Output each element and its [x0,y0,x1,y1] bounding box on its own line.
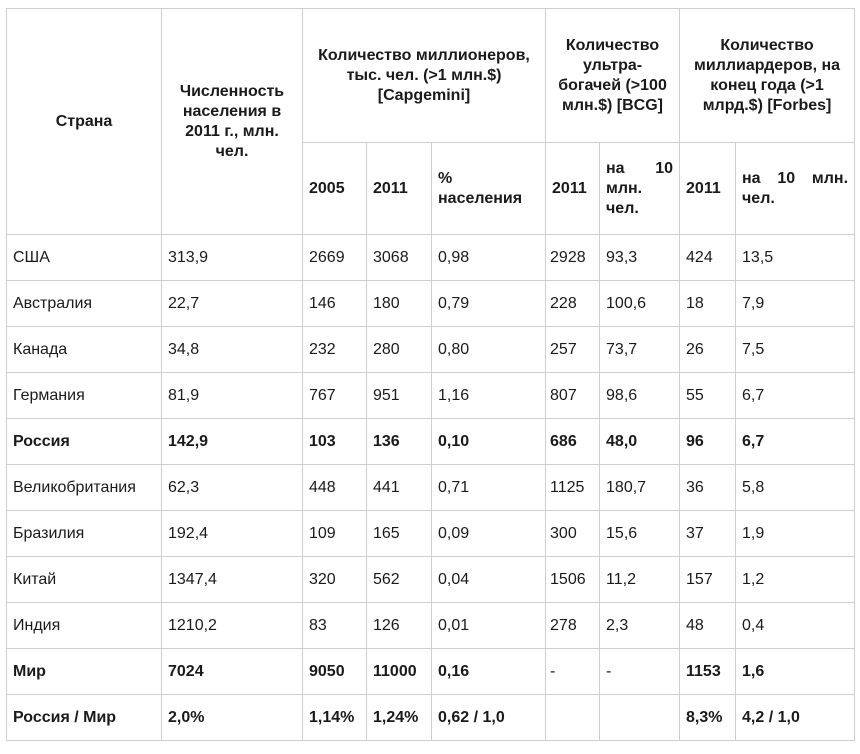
cell-mill-2005: 9050 [303,649,367,695]
cell-country: Россия / Мир [7,695,162,741]
cell-bill-2011: 55 [680,373,736,419]
cell-country: Канада [7,327,162,373]
cell-mill-2005: 448 [303,465,367,511]
table-container [6,8,855,741]
cell-population: 22,7 [162,281,303,327]
cell-bill-2011: 157 [680,557,736,603]
cell-population: 1347,4 [162,557,303,603]
cell-mill-pct: 0,10 [432,419,546,465]
cell-ultra-per10: 98,6 [600,373,680,419]
cell-population: 62,3 [162,465,303,511]
cell-ultra-per10: 15,6 [600,511,680,557]
cell-country: Китай [7,557,162,603]
table-row [7,281,855,327]
table-row [7,465,855,511]
cell-mill-pct: 0,71 [432,465,546,511]
cell-mill-pct: 0,79 [432,281,546,327]
cell-mill-2011: 3068 [367,235,432,281]
cell-bill-2011: 424 [680,235,736,281]
cell-mill-2005: 109 [303,511,367,557]
table-header [7,9,855,235]
cell-mill-pct: 0,98 [432,235,546,281]
table-row [7,695,855,741]
cell-country: Австралия [7,281,162,327]
cell-ultra-per10: 93,3 [600,235,680,281]
cell-country: Индия [7,603,162,649]
cell-country: Мир [7,649,162,695]
header-population: Численность населения в 2011 г., млн. чел. [162,9,303,235]
cell-country: Германия [7,373,162,419]
cell-mill-pct: 0,80 [432,327,546,373]
cell-ultra-per10: 73,7 [600,327,680,373]
cell-mill-2011: 562 [367,557,432,603]
subheader-mill-pct: % населения [432,143,546,235]
cell-ultra-2011 [546,695,600,741]
table-row [7,557,855,603]
cell-ultra-2011: 1506 [546,557,600,603]
cell-ultra-per10: - [600,649,680,695]
cell-bill-per10: 1,9 [736,511,855,557]
subheader-ultra-2011: 2011 [546,143,600,235]
cell-population: 7024 [162,649,303,695]
cell-ultra-2011: 686 [546,419,600,465]
table-row [7,419,855,465]
cell-population: 313,9 [162,235,303,281]
subheader-ultra-per10: на 10 млн. чел. [600,143,680,235]
cell-mill-pct: 1,16 [432,373,546,419]
cell-bill-per10: 1,6 [736,649,855,695]
cell-mill-2011: 441 [367,465,432,511]
cell-mill-2005: 83 [303,603,367,649]
header-ultrarich: Количество ультра-богачей (>100 млн.$) [BCG] [546,9,680,143]
table-row [7,327,855,373]
cell-mill-2011: 11000 [367,649,432,695]
subheader-bill-per10: на 10 млн. чел. [736,143,855,235]
subheader-mill-2011: 2011 [367,143,432,235]
table-row [7,649,855,695]
cell-ultra-2011: 1125 [546,465,600,511]
cell-population: 2,0% [162,695,303,741]
cell-population: 192,4 [162,511,303,557]
cell-population: 1210,2 [162,603,303,649]
cell-mill-2011: 126 [367,603,432,649]
cell-ultra-2011: 807 [546,373,600,419]
cell-mill-2005: 146 [303,281,367,327]
cell-mill-2011: 136 [367,419,432,465]
cell-bill-2011: 48 [680,603,736,649]
cell-mill-2005: 320 [303,557,367,603]
cell-ultra-2011: 228 [546,281,600,327]
cell-mill-2011: 280 [367,327,432,373]
table-row [7,373,855,419]
cell-bill-per10: 6,7 [736,373,855,419]
cell-ultra-2011: 300 [546,511,600,557]
cell-mill-2005: 232 [303,327,367,373]
cell-ultra-per10: 11,2 [600,557,680,603]
cell-ultra-2011: 278 [546,603,600,649]
cell-bill-2011: 37 [680,511,736,557]
cell-population: 81,9 [162,373,303,419]
header-millionaires: Количество миллионеров, тыс. чел. (>1 млн.$) [Capgemini] [303,9,546,143]
cell-mill-pct: 0,04 [432,557,546,603]
cell-country: США [7,235,162,281]
cell-mill-2011: 180 [367,281,432,327]
cell-ultra-per10: 48,0 [600,419,680,465]
cell-country: Бразилия [7,511,162,557]
cell-ultra-per10 [600,695,680,741]
cell-mill-pct: 0,01 [432,603,546,649]
cell-ultra-per10: 100,6 [600,281,680,327]
cell-ultra-2011: - [546,649,600,695]
cell-bill-per10: 0,4 [736,603,855,649]
cell-bill-2011: 1153 [680,649,736,695]
cell-mill-2005: 767 [303,373,367,419]
cell-bill-2011: 96 [680,419,736,465]
cell-bill-per10: 13,5 [736,235,855,281]
cell-mill-2005: 103 [303,419,367,465]
cell-bill-per10: 7,9 [736,281,855,327]
subheader-mill-2005: 2005 [303,143,367,235]
cell-bill-2011: 18 [680,281,736,327]
cell-mill-2005: 2669 [303,235,367,281]
header-row-1 [7,9,855,143]
cell-ultra-2011: 257 [546,327,600,373]
cell-country: Великобритания [7,465,162,511]
cell-mill-pct: 0,09 [432,511,546,557]
cell-mill-2011: 1,24% [367,695,432,741]
cell-bill-2011: 26 [680,327,736,373]
cell-bill-2011: 8,3% [680,695,736,741]
table-row [7,511,855,557]
cell-population: 34,8 [162,327,303,373]
cell-mill-2011: 951 [367,373,432,419]
cell-ultra-per10: 2,3 [600,603,680,649]
cell-bill-per10: 6,7 [736,419,855,465]
header-billionaires: Количество миллиардеров, на конец года (>1 млрд.$) [Forbes] [680,9,855,143]
cell-mill-pct: 0,16 [432,649,546,695]
cell-bill-per10: 5,8 [736,465,855,511]
cell-bill-per10: 7,5 [736,327,855,373]
cell-mill-2005: 1,14% [303,695,367,741]
subheader-bill-2011: 2011 [680,143,736,235]
cell-bill-per10: 4,2 / 1,0 [736,695,855,741]
table-row [7,235,855,281]
header-country: Страна [7,9,162,235]
cell-bill-2011: 36 [680,465,736,511]
cell-mill-2011: 165 [367,511,432,557]
cell-bill-per10: 1,2 [736,557,855,603]
table-row [7,603,855,649]
cell-ultra-2011: 2928 [546,235,600,281]
wealth-table [6,8,855,741]
cell-population: 142,9 [162,419,303,465]
cell-country: Россия [7,419,162,465]
table-body [7,235,855,741]
cell-mill-pct: 0,62 / 1,0 [432,695,546,741]
cell-ultra-per10: 180,7 [600,465,680,511]
